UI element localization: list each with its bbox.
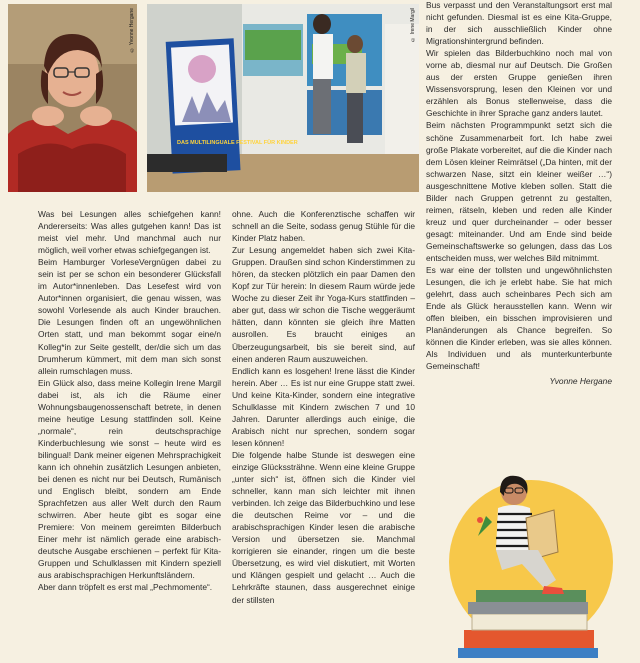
- paragraph: Endlich kann es losgehen! Irene lässt die Kinder herein. Aber … Es ist nur eine Gruppe statt zwei. Und keine Kita-Kinder, sondern eine integrative Schulklasse mit Kindern zwischen 7 und 10 Jahren. Darunter allerdings auch einige, die Arabisch nicht nur sprechen, sondern sogar lesen können!: [232, 365, 415, 448]
- reading-girl-illustration: [426, 452, 626, 658]
- paragraph: Zur Lesung angemeldet haben sich zwei Kita-Gruppen. Draußen sind schon Kinderstimmen zu hören, da stecken plötzlich ein paar Damen den Kopf zur Tür herein: In diesem Raum würde jede Woche zu dieser Zeit ihr Yoga-Kurs stattfinden – aber gut, dass wir schon die Tische weggeräumt hätten, dann könnten sie gleich ihre Matten ausrollen. Es braucht einiges an Überzeugungsarbeit, bis sie bereit sind, auf einen anderen Raum auszuweichen.: [232, 245, 415, 364]
- paragraph: Die folgende halbe Stunde ist deswegen eine einzige Glückssträhne. Wenn eine kleine Gruppe „unter sich“ ist, öffnen sich die Kinder viel schneller, kann man sich leichter mit ihnen verbinden. Ich zeige das Bilderbuchkino und lese die deutschen Reime vor – und die arabischsprachigen Kinder lesen die arabische Version und übersetzen sie. Manchmal korrigieren sie einander, ringen um die beste Übersetzung, es wird viel diskutiert, mit Worten und Klängen gespielt und gelacht … Auch die Lehrkräfte staunen, dass ausgerechnet einige der stillsten: [232, 449, 415, 605]
- paragraph: Was bei Lesungen alles schiefgehen kann! Andererseits: Was alles gutgehen kann! Das ist meist viel mehr. Und manchmal auch nur möglich, weil vorher etwas schiefgegangen ist.: [38, 209, 221, 256]
- event-scene: [147, 4, 419, 192]
- reading-event-photo: [147, 4, 419, 192]
- book-cream: [472, 614, 587, 630]
- article-column-3: [426, 0, 612, 388]
- book-blue: [458, 648, 598, 658]
- event-photo-credit: © Irene Margil: [410, 8, 416, 42]
- paragraph: Es war eine der tollsten und ungewöhnlichsten Lesungen, die ich je erlebt habe. Sie hat mich gelehrt, dass auch scheinbares Pech sich am Ende als Glück herausstellen kann. Wenn wir offen bleiben, ein bisschen improvisieren und Planänderungen als Chance begreifen. So können die Kinder erleben, was sie alles können. Als Individuen und als munterkunterbunte Gemeinschaft!: [426, 265, 612, 372]
- illustration-svg: [426, 452, 626, 658]
- paragraph: Beim nächsten Programmpunkt setzt sich die schöne Zusammenarbeit fort. Ich habe zwei große Plakate vorbereitet, auf die die Kinder nach dem Lösen kleiner Reimrätsel („Da hinten, mit der schwarzen Nase, sitzt ein kleiner weißer …“) ausgeschnittene Motive kleben sollen. Statt die Bilder nach Gruppen getrennt zu gestalten, reimen, rätseln, kleben und reden alle Kinder kreuz und quer durcheinander – oder besser gesagt: miteinander. Und am Ende sind beide Gemeinschaftswerke so gelungen, dass das Los entscheiden muss, wer welches Bild mitnimmt.: [426, 120, 612, 263]
- paragraph: ohne. Auch die Konferenztische schaffen wir schnell an die Seite, sodass genug Stühle für die Kinder Platz haben.: [232, 209, 415, 244]
- paragraph: Beim Hamburger VorleseVergnügen dabei zu sein ist per se schon ein besonderer Glücksfall im Autor*innenleben. Das Lesefest wird von Autor*innen organisiert, die genau wissen, was sowohl Vorlesende als auch Kinder brauchen. Die Lesungen finden oft an ungewöhnlichen Orten statt, und man bekommt sogar eine/n Kolleg*in zur Seite gestellt, der/die sich um das Drumherum kümmert, mit dem man sich sonst allein rumschlagen muss.: [38, 257, 221, 376]
- author-signature: Yvonne Hergane: [549, 376, 612, 387]
- book-red: [464, 630, 594, 648]
- article-column-1: [38, 208, 221, 594]
- author-portrait-photo: [8, 4, 137, 192]
- book-green: [476, 590, 586, 602]
- article-column-2: [232, 208, 415, 606]
- paragraph: Wir spielen das Bilderbuchkino noch mal von vorne ab, diesmal nur auf Deutsch. Die Großen aus der ersten Gruppe genießen ihren Wissensvorsprung, lesen den Kleinen vor und erzählen als Bonus stellenweise, dass die Geschichte in ihrer Sprache ganz anders lautet.: [426, 48, 612, 119]
- paragraph: Aber dann tröpfelt es erst mal „Pechmomente“.: [38, 582, 213, 593]
- paragraph: Ein Glück also, dass meine Kollegin Irene Margil dabei ist, als ich die Räume einer Wohnungsbaugenossenschaft betrete, in denen meine heutige Lesung stattfinden soll. Keine „normale“, rein deutschsprachige Kinderbuchlesung wie sonst – heute wird es bilingual! Dank meiner eigenen Mehrsprachigkeit kann ich ohnehin zusätzlich Lesungen anbieten, bei denen es nicht nur bei Deutsch, Rumänisch und Englisch bleibt, sondern am Ende Sprachfetzen aus aller Welt durch den Raum schwirren. Aber heute gibt es sogar eine Premiere: Von meinem gereimten Bilderbuch Einer mehr ist nämlich gerade eine arabisch-deutsche Ausgabe erschienen – perfekt für Kita-Gruppen und Schulklassen mit Kindern speziell aus arabischsprachigen Herkunftsländern.: [38, 377, 221, 581]
- book-grey: [468, 602, 588, 614]
- portrait-photo-credit: © Yvonne Hergane: [129, 8, 135, 53]
- poster-title-text: DAS MULTILINGUALE FESTIVAL FÜR KINDER: [177, 140, 298, 146]
- paragraph: Bus verpasst und den Veranstaltungsort erst mal nicht gefunden. Diesmal ist es eine Kita-Gruppe, in der sich ausschließlich Kinder ohne Migrationshintergrund befinden.: [426, 0, 612, 47]
- portrait-illustration: [8, 4, 137, 192]
